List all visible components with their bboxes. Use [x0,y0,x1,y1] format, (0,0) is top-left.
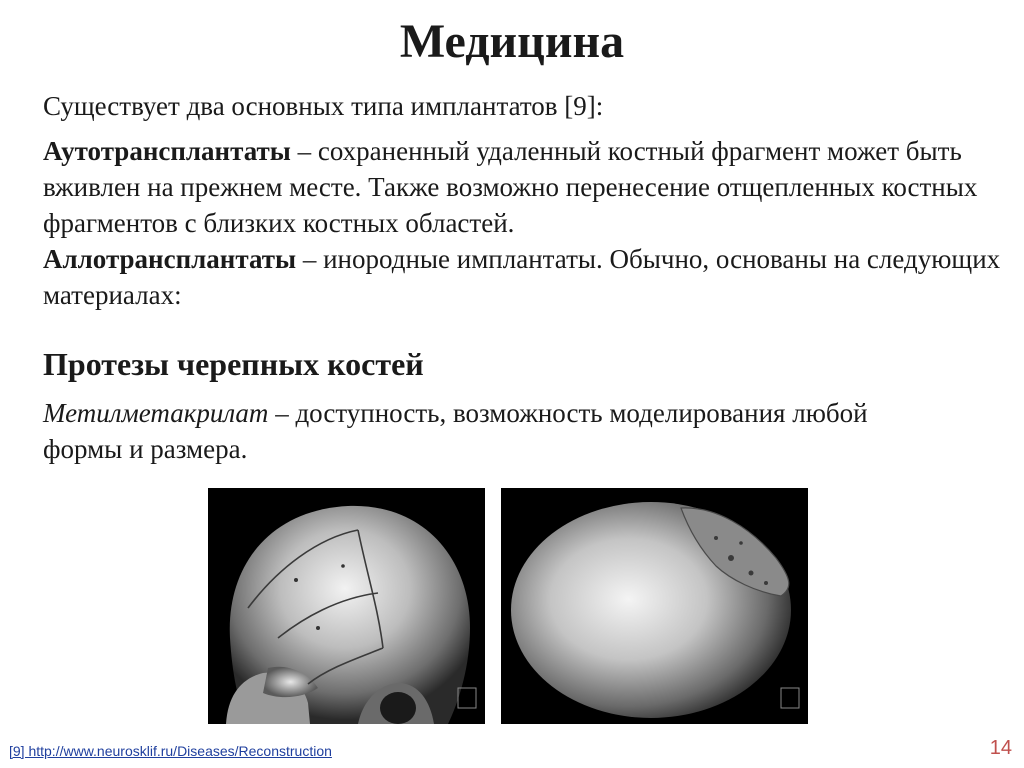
autograft-description: – сохраненный удаленный костный фрагмент может быть вживлен на прежнем месте. Также возможно перенесение отщепленных костных фрагментов с близких костных областей. [43,136,978,238]
skull-ct-image-top [501,488,808,724]
allograft-description: – инородные имплантаты. Обычно, основаны на следующих материалах: [43,244,1001,310]
allograft-term: Аллотрансплантаты [43,244,297,274]
slide-title: Медицина [399,15,625,68]
section-heading: Протезы черепных костей [43,346,424,382]
material-term: Метилметакрилат [43,398,269,428]
material-description: – доступность, возможность моделирования любой формы и размера. [43,398,868,464]
footnote-link[interactable]: [9] http://www.neurosklif.ru/Diseases/Reconstruction [9,743,332,759]
page-number: 14 [989,737,1012,759]
implant-types-paragraph [43,133,1003,313]
material-paragraph [43,395,943,467]
skull-ct-image-front [208,488,485,724]
intro-text: Существует два основных типа имплантатов [9]: [43,91,604,121]
autograft-term: Аутотрансплантаты [43,136,291,166]
